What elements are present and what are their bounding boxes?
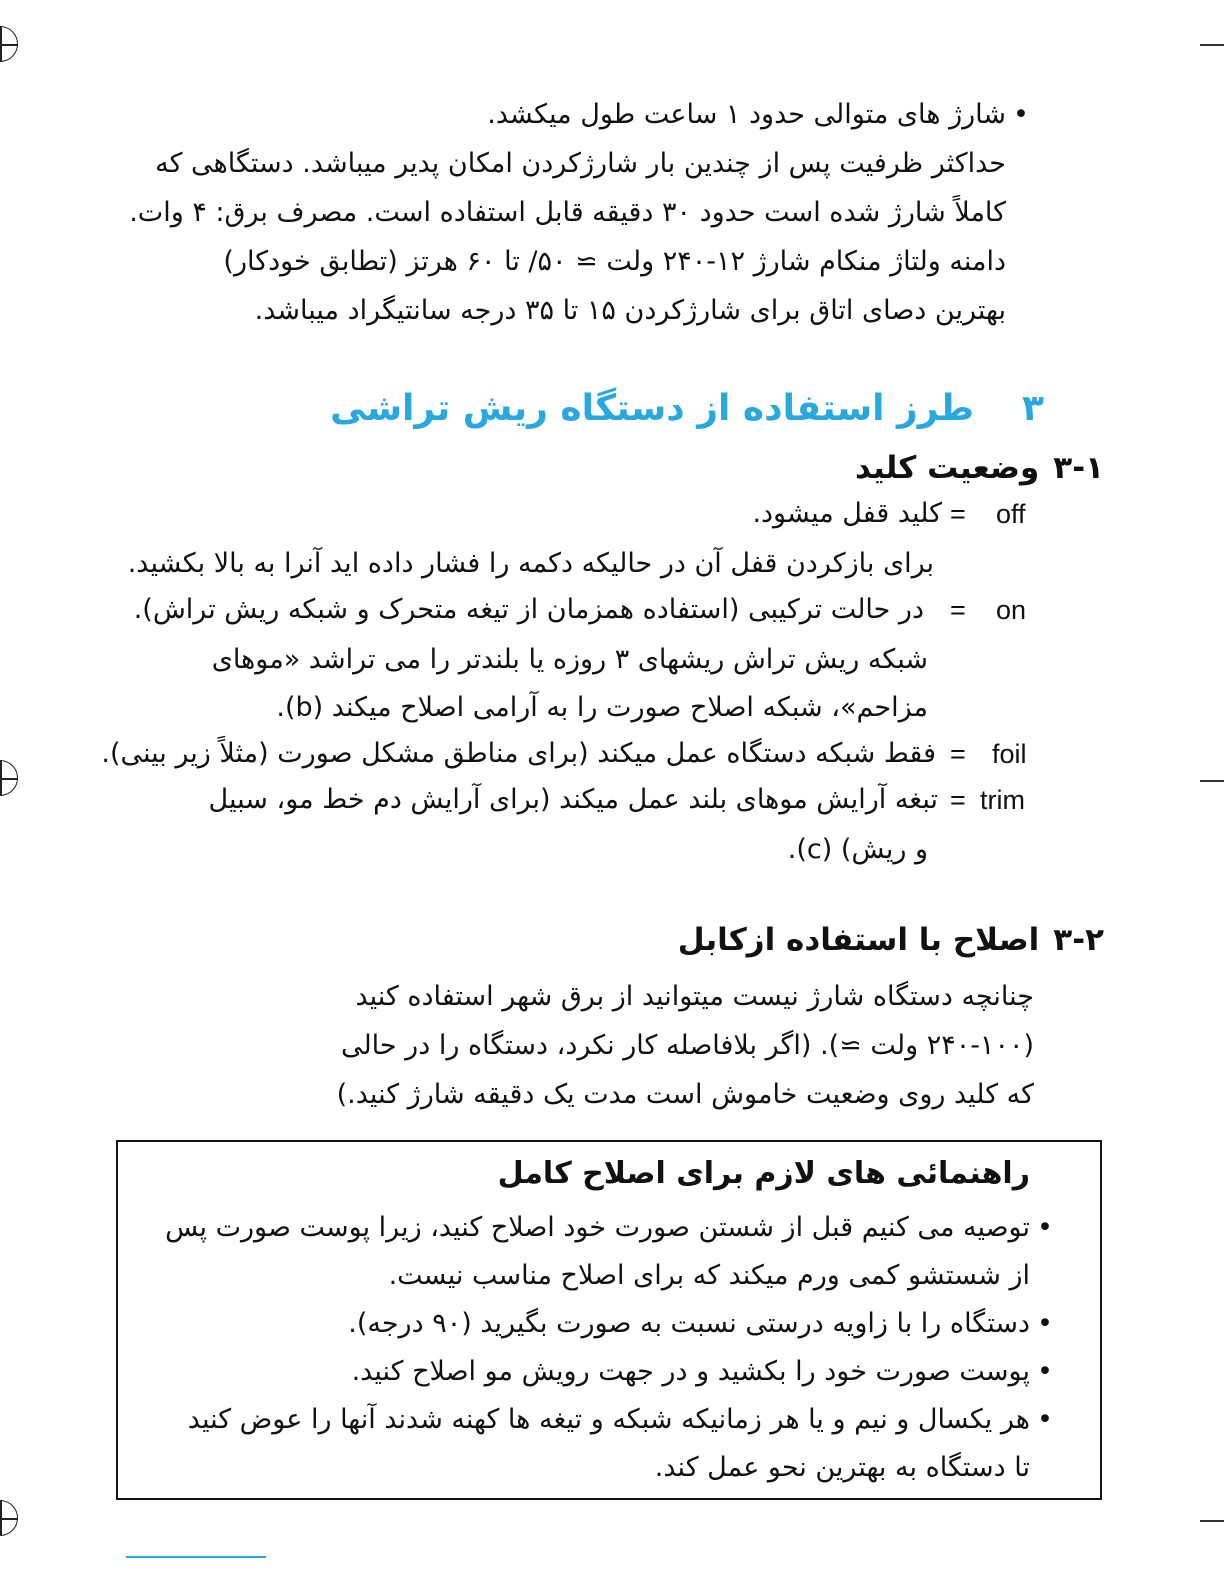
tip-1-line-2: از شستشو کمی ورم میکند که برای اصلاح مناسب نیست. bbox=[388, 1260, 1030, 1291]
crop-tick-middle-right bbox=[1200, 780, 1224, 782]
key-off-text-2: برای بازکردن قفل آن در حالیکه دکمه را فشار داده اید آنرا به بالا بکشید. bbox=[127, 548, 934, 579]
tips-box-title: راهنمائی های لازم برای اصلاح کامل bbox=[497, 1156, 1030, 1191]
cable-line-2: (۲۴۰-۱۰۰ ولت ≃). (اگر بلافاصله کار نکرد، دستگاه را در حالی bbox=[340, 1030, 1034, 1061]
section-title-text: طرز استفاده از دستگاه ریش تراشی bbox=[330, 388, 974, 429]
crop-tick-bottom-right bbox=[1200, 1520, 1224, 1522]
key-on: on bbox=[996, 595, 1027, 625]
key-on-text-2: شبکه ریش تراش ریشهای ۳ روزه یا بلندتر را می تراشد «موهای bbox=[211, 644, 928, 675]
bullet-icon: • bbox=[1037, 1308, 1053, 1339]
bullet-icon: • bbox=[1013, 99, 1029, 130]
key-sep-foil: = bbox=[950, 739, 966, 769]
charging-line-2: حداکثر ظرفیت پس از چندین بار شارژکردن امکان پدیر میباشد. دستگاهی که bbox=[155, 148, 1006, 179]
section-number: ۳ bbox=[1022, 388, 1044, 429]
crop-tick-top-right bbox=[1200, 44, 1224, 46]
charging-line-4: دامنه ولتاژ منکام شارژ ۱۲-۲۴۰ ولت ≃ ۵۰/ تا ۶۰ هرتز (تطابق خودکار) bbox=[223, 246, 1006, 277]
tip-4-line-2: تا دستگاه به بهترین نحو عمل کند. bbox=[654, 1452, 1030, 1483]
cable-line-1: چنانچه دستگاه شارژ نیست میتوانید از برق شهر استفاده کنید bbox=[355, 981, 1034, 1012]
bullet-icon: • bbox=[1037, 1356, 1053, 1387]
bullet-icon: • bbox=[1037, 1404, 1053, 1435]
key-trim: trim bbox=[980, 785, 1025, 815]
tips-list bbox=[140, 1204, 1060, 1492]
shaving-tips-box bbox=[116, 1140, 1102, 1500]
subsection-2-title: ۳-۲اصلاح با استفاده ازکابل bbox=[677, 922, 1104, 958]
registration-mark-top-left bbox=[0, 26, 20, 64]
key-sep-off: = bbox=[950, 499, 966, 529]
key-off-text: کلید قفل میشود. bbox=[752, 498, 942, 529]
tip-3: •پوست صورت خود را بکشید و در جهت رویش مو اصلاح کنید. bbox=[140, 1348, 1060, 1396]
key-trim-text-2: و ریش) (c). bbox=[787, 834, 928, 865]
key-trim-text: تبغه آرایش موهای بلند عمل میکند (برای آرایش دم خط مو، سبیل bbox=[208, 784, 938, 815]
footer-rule bbox=[126, 1556, 266, 1558]
key-sep-on: = bbox=[950, 595, 966, 625]
key-on-text-3: مزاحم»، شبکه اصلاح صورت را به آرامی اصلاح میکند (b). bbox=[276, 692, 928, 723]
tip-4-line-1: •هر یکسال و نیم و یا هر زمانیکه شبکه و تیغه ها کهنه شدند آنها را عوض کنید bbox=[140, 1396, 1060, 1444]
section-title bbox=[144, 388, 1044, 429]
key-off: off bbox=[996, 499, 1026, 529]
registration-mark-bottom-left bbox=[0, 1500, 20, 1538]
key-foil-text: فقط شبکه دستگاه عمل میکند (برای مناطق مشکل صورت (مثلاً زیر بینی). bbox=[101, 738, 936, 769]
key-on-text: در حالت ترکیبی (استفاده همزمان از تیغه متحرک و شبکه ریش تراش). bbox=[133, 594, 924, 625]
key-sep-trim: = bbox=[950, 785, 966, 815]
tip-1-line-1: •توصیه می کنیم قبل از شستن صورت خود اصلاح کنید، زیرا پوست صورت پس bbox=[140, 1204, 1060, 1252]
registration-mark-middle-left bbox=[0, 760, 20, 798]
subsection-1-title: ۳-۱وضعیت کلید bbox=[855, 450, 1104, 486]
bullet-icon: • bbox=[1037, 1212, 1053, 1243]
tip-2: •دستگاه را با زاویه درستی نسبت به صورت بگیرید (۹۰ درجه). bbox=[140, 1300, 1060, 1348]
charging-info-paragraph bbox=[129, 90, 1036, 335]
charging-line-3: کاملاً شارژ شده است حدود ۳۰ دقیقه قابل استفاده است. مصرف برق: ۴ وات. bbox=[129, 197, 1006, 228]
charging-line-1: •شارژ های متوالی حدود ۱ ساعت طول میکشد. bbox=[136, 90, 1036, 139]
key-foil: foil bbox=[992, 739, 1027, 769]
cable-line-3: که کلید روی وضعیت خاموش است مدت یک دقیقه شارژ کنید.) bbox=[336, 1079, 1034, 1110]
cable-paragraph bbox=[134, 972, 1034, 1119]
charging-line-5: بهترین دصای اتاق برای شارژکردن ۱۵ تا ۳۵ درجه سانتیگراد میباشد. bbox=[254, 295, 1006, 326]
